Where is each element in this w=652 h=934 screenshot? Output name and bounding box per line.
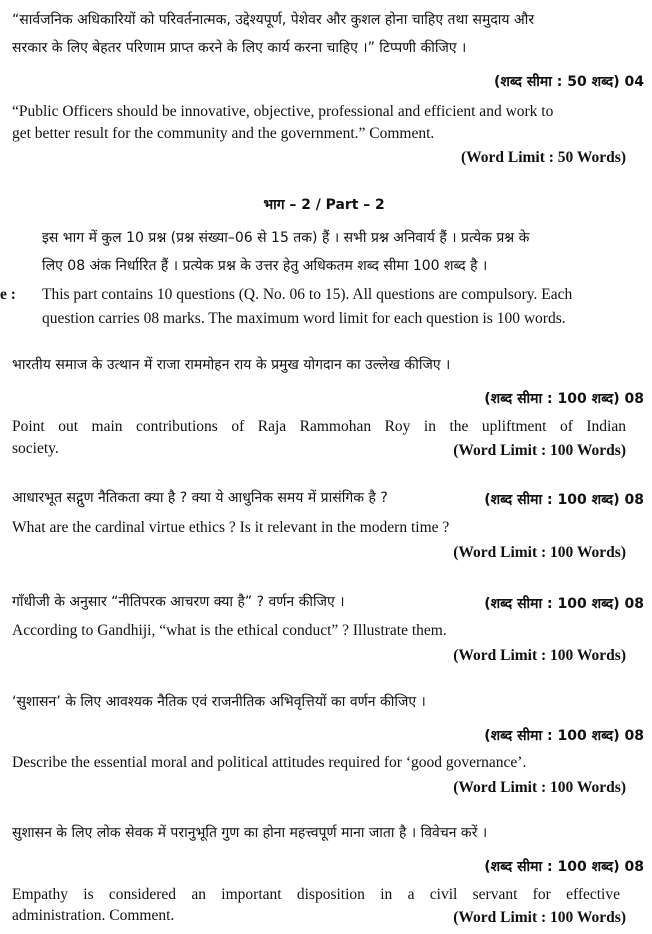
q05-hindi-line-1: “सार्वजनिक अधिकारियों को परिवर्तनात्मक, उद्देश्यपूर्ण, पेशेवर और कुशल होना चाहिए तथा समुदाय और [12, 12, 535, 28]
q10-hindi-word-limit: (शब्द सीमा : 100 शब्द) 08 [484, 859, 644, 875]
q07-english: What are the cardinal virtue ethics ? Is it relevant in the modern time ? [12, 519, 450, 536]
q06-hindi-word-limit: (शब्द सीमा : 100 शब्द) 08 [484, 391, 644, 407]
q09-hindi-word-limit: (शब्द सीमा : 100 शब्द) 08 [484, 728, 644, 744]
q09-english-word-limit: (Word Limit : 100 Words) [453, 779, 626, 796]
q08-english-word-limit: (Word Limit : 100 Words) [453, 647, 626, 664]
q05-english-line-2: get better result for the community and the government.” Comment. [12, 125, 435, 142]
q10-english-line-2: administration. Comment. [12, 907, 175, 924]
q09-english: Describe the essential moral and political attitudes required for ‘good governance’. [12, 754, 527, 771]
q05-hindi-word-limit: (शब्द सीमा : 50 शब्द) 04 [493, 74, 644, 90]
q06-hindi: भारतीय समाज के उत्थान में राजा राममोहन राय के प्रमुख योगदान का उल्लेख कीजिए । [12, 357, 451, 373]
q08-hindi-word-limit: (शब्द सीमा : 100 शब्द) 08 [484, 596, 644, 612]
note-marker: e : [0, 286, 16, 303]
q05-hindi-line-2: सरकार के लिए बेहतर परिणाम प्राप्त करने के लिए कार्य करना चाहिए ।” टिप्पणी कीजिए । [12, 40, 467, 56]
part-2-heading: भाग – 2 / Part – 2 [263, 197, 385, 213]
q05-english-word-limit: (Word Limit : 50 Words) [460, 149, 626, 166]
q10-english-line-1: Empathy is considered an important disposition in a civil servant for effective [12, 886, 620, 903]
q08-hindi: गाँधीजी के अनुसार “नीतिपरक आचरण क्या है” ? वर्णन कीजिए । [12, 594, 345, 610]
q06-english-word-limit: (Word Limit : 100 Words) [453, 442, 626, 459]
part-2-hindi-instruction-line-2: लिए 08 अंक निर्धारित हैं । प्रत्येक प्रश्न के उत्तर हेतु अधिकतम शब्द सीमा 100 शब्द है । [42, 258, 488, 274]
q08-english: According to Gandhiji, “what is the ethical conduct” ? Illustrate them. [12, 622, 447, 639]
q07-hindi: आधारभूत सद्गुण नैतिकता क्या है ? क्या ये आधुनिक समय में प्रासंगिक है ? [12, 490, 388, 506]
q09-hindi: ‘सुशासन’ के लिए आवश्यक नैतिक एवं राजनीतिक अभिवृत्तियों का वर्णन कीजिए । [12, 694, 426, 710]
q10-english-word-limit: (Word Limit : 100 Words) [453, 909, 626, 926]
q06-english-line-1: Point out main contributions of Raja Rammohan Roy in the upliftment of Indian [12, 418, 626, 435]
q06-english-line-2: society. [12, 440, 59, 457]
part-2-english-instruction-line-1: This part contains 10 questions (Q. No. 06 to 15). All questions are compulsory. Each [42, 286, 573, 303]
part-2-hindi-instruction-line-1: इस भाग में कुल 10 प्रश्न (प्रश्न संख्या–06 से 15 तक) हैं । सभी प्रश्न अनिवार्य हैं । प्रत्येक प्रश्न के [42, 230, 530, 246]
q07-english-word-limit: (Word Limit : 100 Words) [453, 544, 626, 561]
q10-hindi: सुशासन के लिए लोक सेवक में परानुभूति गुण का होना महत्त्वपूर्ण माना जाता है । विवेचन करें । [12, 825, 488, 841]
part-2-english-instruction-line-2: question carries 08 marks. The maximum word limit for each question is 100 words. [42, 310, 566, 327]
q07-hindi-word-limit: (शब्द सीमा : 100 शब्द) 08 [484, 492, 644, 508]
q05-english-line-1: “Public Officers should be innovative, objective, professional and efficient and work to [12, 103, 554, 120]
